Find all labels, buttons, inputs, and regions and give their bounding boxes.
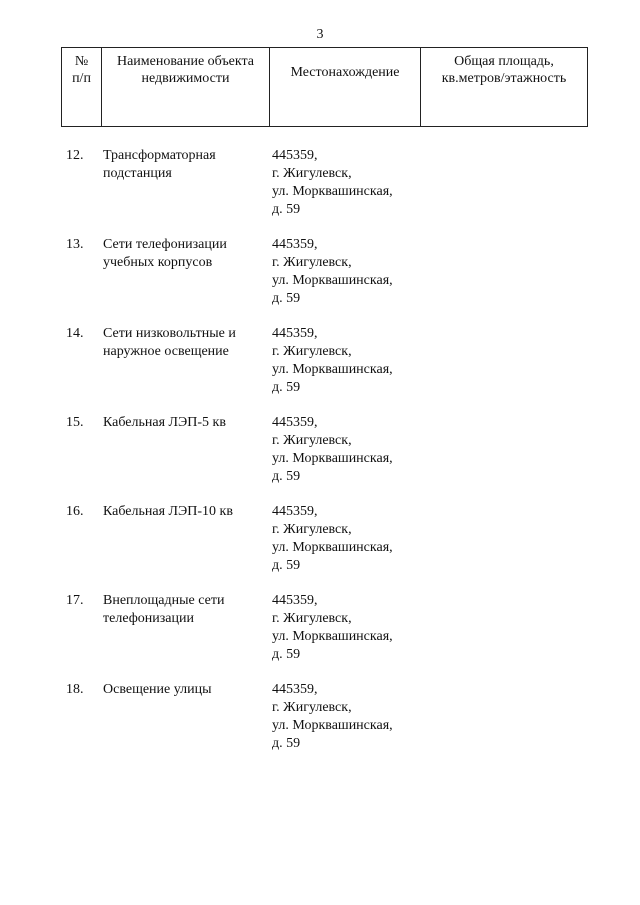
address-line: 445359, <box>272 593 318 608</box>
object-address <box>272 147 452 219</box>
address-line: ул. Морквашинская, <box>272 362 393 377</box>
object-address <box>272 325 452 397</box>
object-name-line: наружное освещение <box>103 344 229 359</box>
object-name-line: Сети телефонизации <box>103 237 227 252</box>
address-line: г. Жигулевск, <box>272 344 352 359</box>
address-line: 445359, <box>272 148 318 163</box>
address-line: 445359, <box>272 504 318 519</box>
address-line: г. Жигулевск, <box>272 522 352 537</box>
object-name-line: Сети низковольтные и <box>103 326 236 341</box>
address-line: ул. Морквашинская, <box>272 273 393 288</box>
object-address <box>272 592 452 664</box>
address-line: ул. Морквашинская, <box>272 184 393 199</box>
row-number: 16. <box>66 504 84 519</box>
address-line: г. Жигулевск, <box>272 700 352 715</box>
table-header <box>61 47 588 127</box>
header-area-line: кв.метров/этажность <box>441 71 567 86</box>
header-number <box>62 48 102 126</box>
header-number-line: № <box>74 54 89 69</box>
address-line: ул. Морквашинская, <box>272 451 393 466</box>
object-address <box>272 681 452 753</box>
address-line: д. 59 <box>272 647 301 662</box>
object-name-line: Кабельная ЛЭП-10 кв <box>103 504 233 519</box>
object-name-line: Внеплощадные сети <box>103 593 225 608</box>
object-name <box>103 147 263 183</box>
address-line: д. 59 <box>272 558 301 573</box>
address-line: 445359, <box>272 237 318 252</box>
object-name-line: Кабельная ЛЭП-5 кв <box>103 415 226 430</box>
header-area-line: Общая площадь, <box>454 54 554 69</box>
object-name <box>103 414 263 432</box>
address-line: г. Жигулевск, <box>272 166 352 181</box>
address-line: д. 59 <box>272 736 301 751</box>
object-name-line: Трансформаторная <box>103 148 216 163</box>
address-line: г. Жигулевск, <box>272 433 352 448</box>
row-number: 12. <box>66 148 84 163</box>
object-name <box>103 592 263 628</box>
address-line: ул. Морквашинская, <box>272 718 393 733</box>
object-name-line: телефонизации <box>103 611 194 626</box>
object-name <box>103 236 263 272</box>
address-line: ул. Морквашинская, <box>272 629 393 644</box>
object-name <box>103 681 263 699</box>
object-name <box>103 325 263 361</box>
header-area <box>421 48 587 126</box>
object-name-line: Освещение улицы <box>103 682 212 697</box>
header-number-line: п/п <box>72 71 91 86</box>
header-object-name <box>102 48 270 126</box>
object-address <box>272 236 452 308</box>
row-number: 14. <box>66 326 84 341</box>
header-object-name-line: недвижимости <box>141 71 230 86</box>
address-line: 445359, <box>272 326 318 341</box>
address-line: 445359, <box>272 415 318 430</box>
address-line: г. Жигулевск, <box>272 255 352 270</box>
address-line: г. Жигулевск, <box>272 611 352 626</box>
object-address <box>272 503 452 575</box>
page-number: 3 <box>316 27 324 42</box>
address-line: д. 59 <box>272 380 301 395</box>
row-number: 13. <box>66 237 84 252</box>
address-line: д. 59 <box>272 469 301 484</box>
row-number: 17. <box>66 593 84 608</box>
row-number: 15. <box>66 415 84 430</box>
header-location: Местонахождение <box>270 48 421 126</box>
header-object-name-line: Наименование объекта <box>116 54 255 69</box>
object-name-line: учебных корпусов <box>103 255 213 270</box>
object-name-line: подстанция <box>103 166 172 181</box>
object-address <box>272 414 452 486</box>
address-line: ул. Морквашинская, <box>272 540 393 555</box>
address-line: д. 59 <box>272 291 301 306</box>
row-number: 18. <box>66 682 84 697</box>
object-name <box>103 503 263 521</box>
address-line: д. 59 <box>272 202 301 217</box>
address-line: 445359, <box>272 682 318 697</box>
